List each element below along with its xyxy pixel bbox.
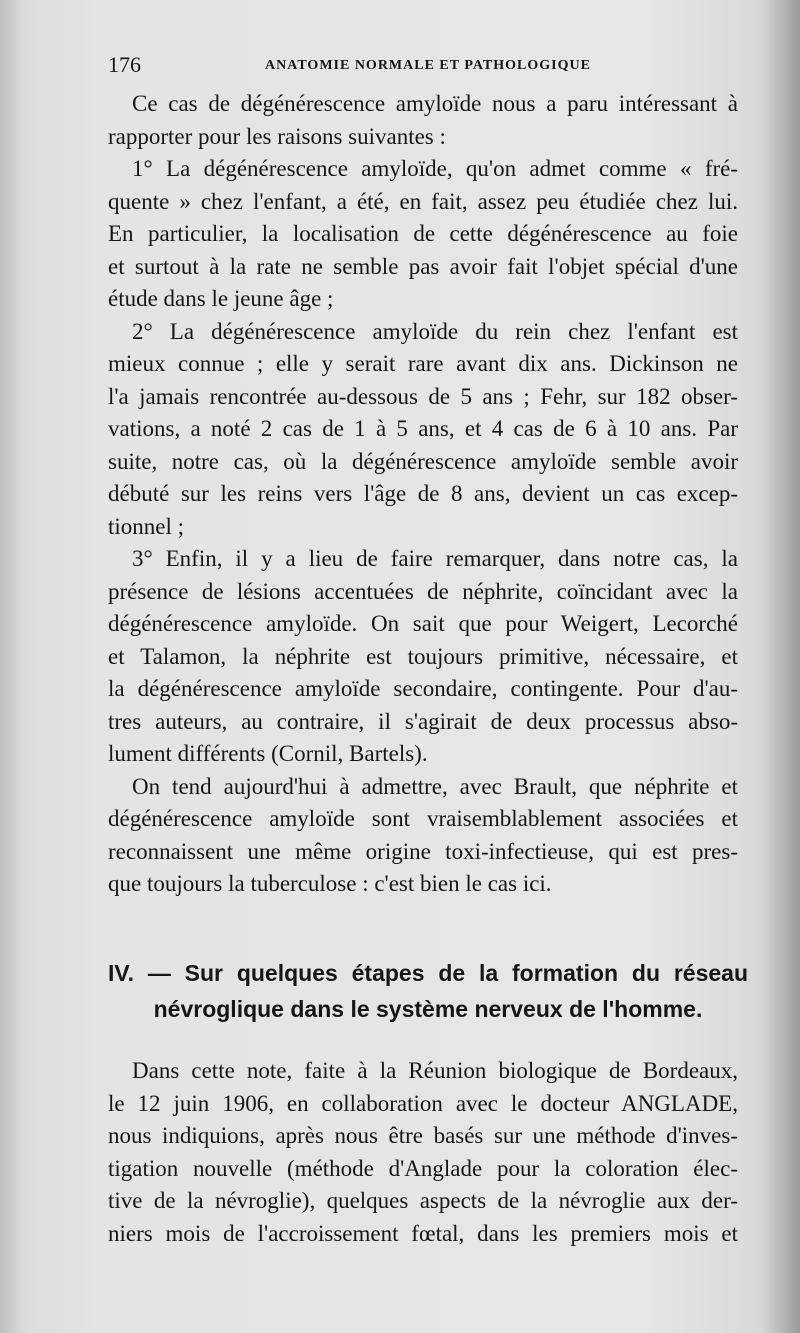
text-line: quente » chez l'enfant, a été, en fait, assez peu étudiée chez lui. xyxy=(108,188,738,214)
text-line: tive de la névroglie), quelques aspects de la névroglie aux der- xyxy=(108,1188,738,1213)
text-line: dégénérescence amyloïde sont vraisemblablement associées et xyxy=(108,806,738,831)
section-heading-line: névroglique dans le système nerveux de l'homme. xyxy=(153,996,703,1022)
text-line xyxy=(108,1055,738,1088)
text-line: 3° Enfin, il y a lieu de faire remarquer, dans notre cas, la xyxy=(132,546,738,571)
text-line: tres auteurs, au contraire, il s'agirait de deux processus abso- xyxy=(108,708,738,734)
text-line: nous indiquions, après nous être basés sur une méthode d'inves- xyxy=(108,1123,738,1148)
section-heading xyxy=(108,955,748,1027)
text-line: Ce cas de dégénérescence amyloïde nous a paru intéressant à xyxy=(132,91,738,116)
text-line: débuté sur les reins vers l'âge de 8 ans, devient un cas excep- xyxy=(108,481,738,506)
text-line: lument différents (Cornil, Bartels). xyxy=(108,741,428,766)
body-text-block-2 xyxy=(108,1055,738,1250)
text-line: tionnel ; xyxy=(108,513,185,539)
text-line: que toujours la tuberculose : c'est bien le cas ici. xyxy=(108,871,552,896)
text-line: dégénérescence amyloïde. On sait que pour Weigert, Lecorché xyxy=(108,611,738,636)
text-line: vations, a noté 2 cas de 1 à 5 ans, et 4 cas de 6 à 10 ans. Par xyxy=(108,416,738,441)
text-line: tigation nouvelle (méthode d'Anglade pour la coloration élec- xyxy=(108,1155,738,1181)
text-line: étude dans le jeune âge ; xyxy=(108,286,334,311)
text-line: rapporter pour les raisons suivantes : xyxy=(108,123,446,149)
text-line: 2° La dégénérescence amyloïde du rein chez l'enfant est xyxy=(132,318,738,344)
body-text-block-1 xyxy=(108,88,738,901)
text-line: suite, notre cas, où la dégénérescence amyloïde semble avoir xyxy=(108,448,738,474)
text-line: En particulier, la localisation de cette dégénérescence au foie xyxy=(108,221,738,246)
page-header xyxy=(108,52,748,82)
running-head: ANATOMIE NORMALE ET PATHOLOGIQUE xyxy=(265,58,591,73)
text-line: 1° La dégénérescence amyloïde, qu'on admet comme « fré- xyxy=(132,156,738,181)
text-line: l'a jamais rencontrée au-dessous de 5 ans ; Fehr, sur 182 obser- xyxy=(108,383,738,409)
text-line: présence de lésions accentuées de néphrite, coïncidant avec la xyxy=(108,578,738,604)
text-line: et surtout à la rate ne semble pas avoir fait l'objet spécial d'une xyxy=(108,253,738,279)
page-number: 176 xyxy=(108,52,141,77)
text-line: niers mois de l'accroissement fœtal, dans les premiers mois et xyxy=(108,1220,738,1246)
text-line: On tend aujourd'hui à admettre, avec Brault, que néphrite et xyxy=(132,773,738,799)
text-line: reconnaissent une même origine toxi-infectieuse, qui est pres- xyxy=(108,838,738,864)
text-line: et Talamon, la néphrite est toujours primitive, nécessaire, et xyxy=(108,643,738,669)
text-line: le 12 juin 1906, en collaboration avec le docteur ANGLADE, xyxy=(108,1090,738,1116)
text-line-content: Dans cette note, faite à la Réunion biologique de Bordeaux, xyxy=(132,1058,738,1083)
text-line: mieux connue ; elle y serait rare avant dix ans. Dickinson ne xyxy=(108,351,738,376)
section-heading-line: IV. — Sur quelques étapes de la formation du réseau xyxy=(108,960,748,986)
text-line: la dégénérescence amyloïde secondaire, contingente. Pour d'au- xyxy=(108,676,738,701)
